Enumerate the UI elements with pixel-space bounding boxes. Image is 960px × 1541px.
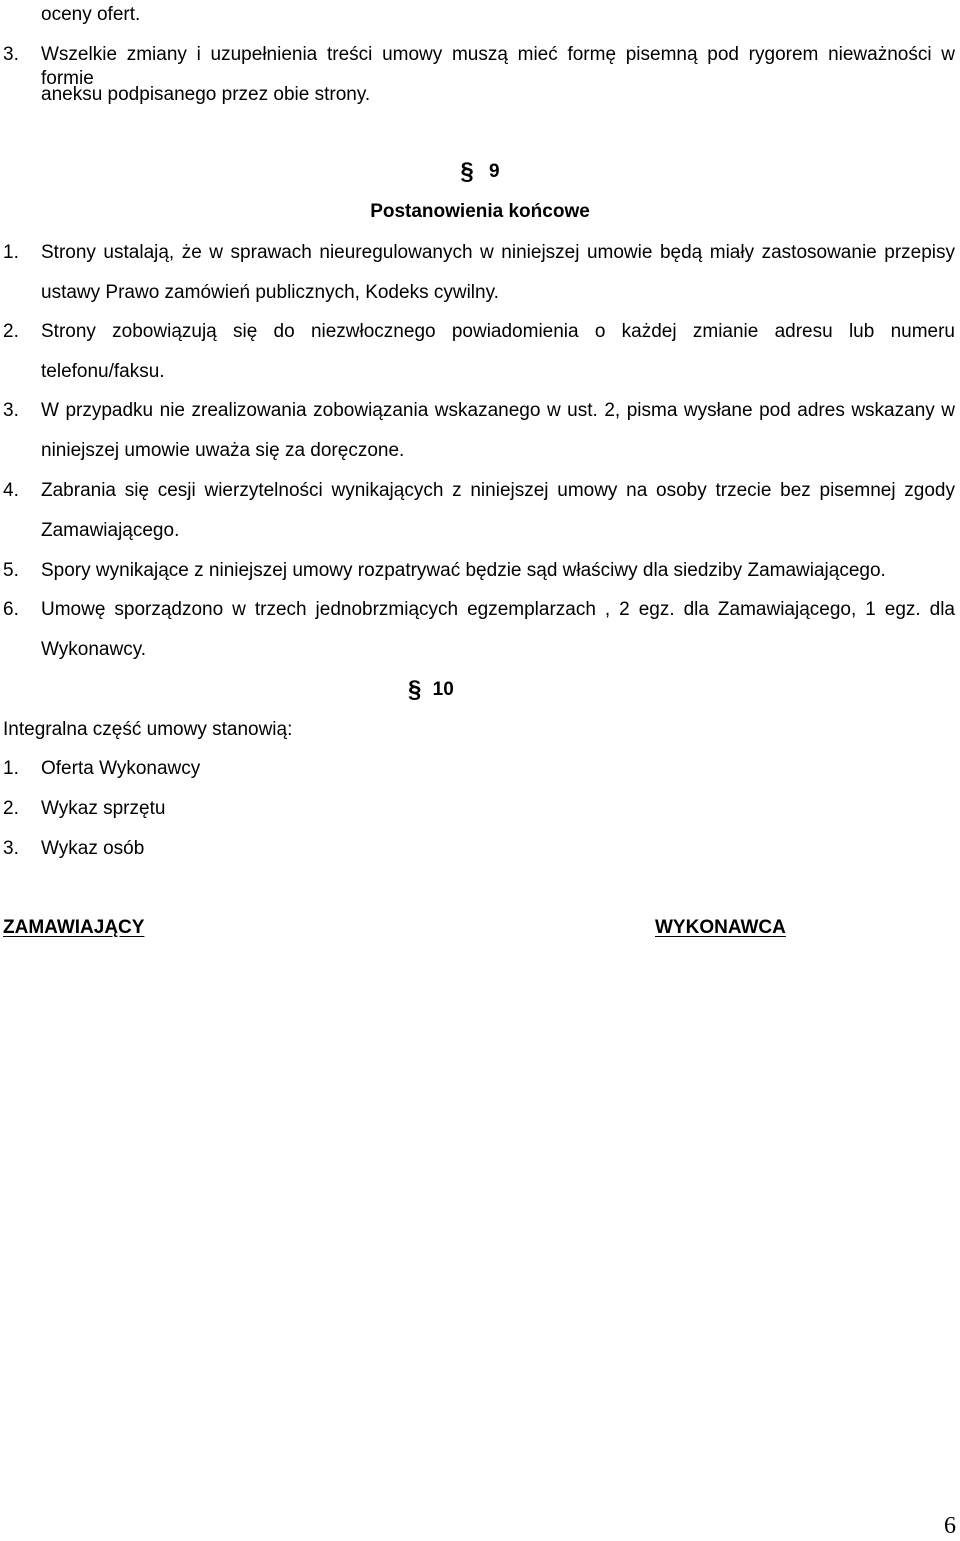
item-text-line1: Zabrania się cesji wierzytelności wynikających z niniejszej umowy na osoby trzecie bez pisemnej zgody (41, 480, 955, 501)
item-text-line2: niniejszej umowie uważa się za doręczone. (41, 440, 405, 461)
item-text-line1: Wszelkie zmiany i uzupełnienia treści umowy muszą mieć formę pisemną pod rygorem nieważności w formie (41, 44, 955, 89)
signature-party-right: WYKONAWCA (655, 917, 786, 938)
item-number: 2. (3, 798, 19, 819)
item-text-line1: Umowę sporządzono w trzech jednobrzmiących egzemplarzach , 2 egz. dla Zamawiającego, 1 egz. dla (41, 599, 955, 620)
item-number: 4. (3, 480, 19, 501)
page-number: 6 (944, 1513, 956, 1539)
item-text: Oferta Wykonawcy (41, 758, 201, 779)
section-symbol-icon: § (408, 676, 422, 703)
item-number: 5. (3, 560, 19, 581)
section-intro: Integralna część umowy stanowią: (3, 719, 293, 740)
section-symbol-icon: § (460, 158, 474, 185)
item-number: 2. (3, 321, 19, 342)
item-text-line2: telefonu/faksu. (41, 361, 165, 382)
section-heading-10 (408, 678, 454, 702)
item-text-line2: aneksu podpisanego przez obie strony. (41, 84, 371, 105)
section-heading-9 (0, 160, 960, 184)
item-text-line1: W przypadku nie zrealizowania zobowiązania wskazanego w ust. 2, pisma wysłane pod adres wskazany w (41, 400, 955, 421)
item-text-line2: Wykonawcy. (41, 639, 147, 660)
item-text: Wykaz osób (41, 838, 145, 859)
item-text-line2: Zamawiającego. (41, 520, 180, 541)
item-text-line2: ustawy Prawo zamówień publicznych, Kodeks cywilny. (41, 282, 499, 303)
item-number: 1. (3, 242, 19, 263)
item-text-line1: Strony ustalają, że w sprawach nieuregulowanych w niniejszej umowie będą miały zastosowanie przepisy (41, 242, 955, 263)
signature-party-left: ZAMAWIAJĄCY (3, 917, 145, 938)
item-number: 1. (3, 758, 19, 779)
item-text: Wykaz sprzętu (41, 798, 166, 819)
item-number: 3. (3, 44, 19, 65)
item-text-line1: Strony zobowiązują się do niezwłocznego powiadomienia o każdej zmianie adresu lub numeru (41, 321, 955, 342)
continuation-text: oceny ofert. (41, 4, 141, 25)
section-title: Postanowienia końcowe (370, 201, 590, 222)
item-text-line1: Spory wynikające z niniejszej umowy rozpatrywać będzie sąd właściwy dla siedziby Zamawiającego. (41, 560, 886, 581)
section-number: 10 (432, 679, 454, 700)
section-number: 9 (489, 161, 500, 182)
item-number: 3. (3, 838, 19, 859)
item-number: 6. (3, 599, 19, 620)
item-number: 3. (3, 400, 19, 421)
